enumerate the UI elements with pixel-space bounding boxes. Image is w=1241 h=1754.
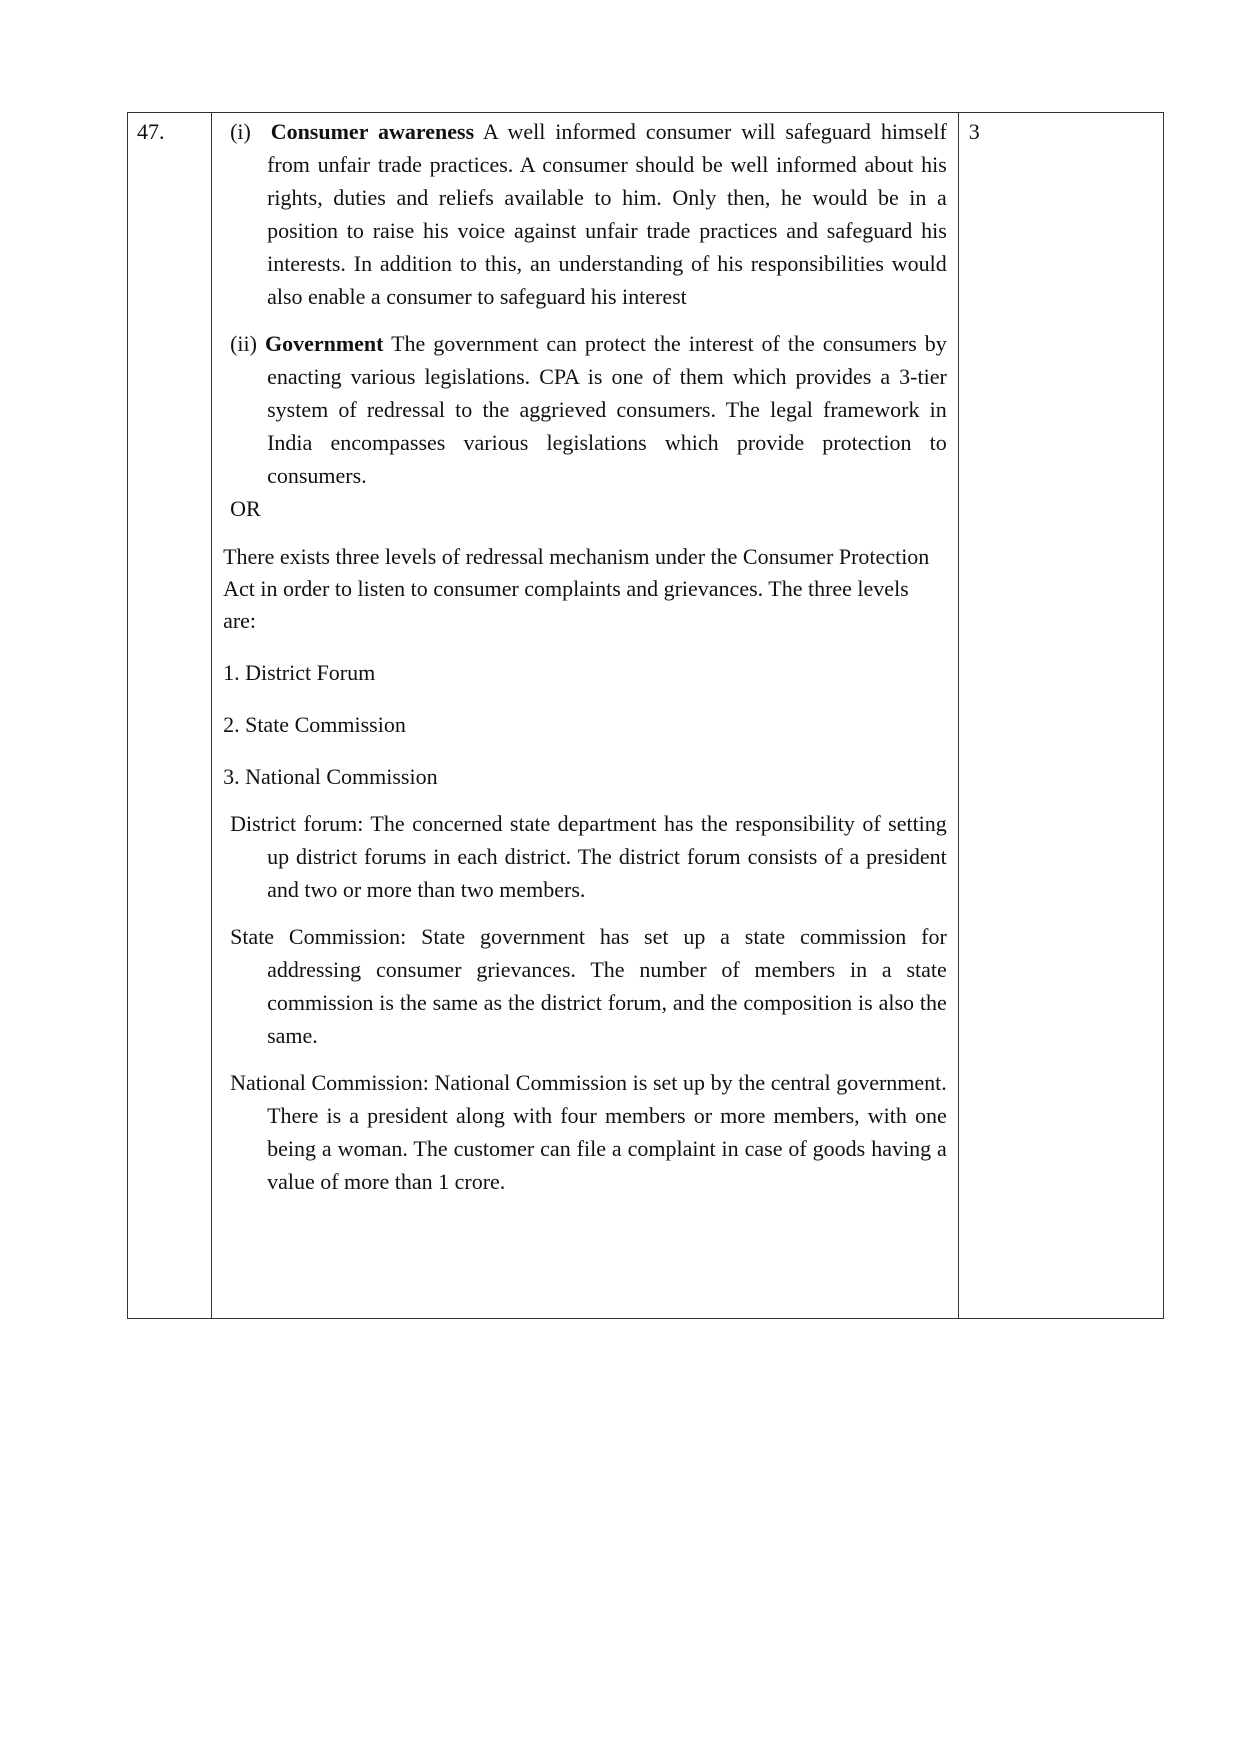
part-ii-paragraph bbox=[223, 327, 947, 492]
question-number: 47. bbox=[137, 119, 165, 144]
description-state: State Commission: State government has set up a state commission for addressing consumer grievances. The number of members in a state commission is the same as the district forum, and the composition is also the same. bbox=[230, 924, 947, 1048]
part-i-heading: Consumer awareness bbox=[270, 119, 475, 144]
marks-cell bbox=[958, 113, 1163, 1319]
marks-value: 3 bbox=[968, 119, 980, 144]
level-item-district: 1. District Forum bbox=[223, 660, 376, 685]
intro-paragraph: There exists three levels of redressal mechanism under the Consumer Protection Act in order to listen to consumer complaints and grievances. The three levels are: bbox=[223, 544, 930, 633]
part-ii-heading: Government bbox=[264, 331, 384, 356]
or-label: OR bbox=[230, 496, 261, 521]
part-i-label: (i) bbox=[230, 119, 251, 144]
table-row bbox=[128, 113, 1164, 1319]
part-i-text: A well informed consumer will safeguard himself from unfair trade practices. A consumer should be well informed about his rights, duties and reliefs available to him. Only then, he would be in a position to raise his voice against unfair trade practices and safeguard his interests. In addition to this, an understanding of his responsibilities would also enable a consumer to safeguard his interest bbox=[267, 119, 947, 309]
part-i-paragraph bbox=[223, 115, 947, 313]
level-item-national: 3. National Commission bbox=[223, 764, 438, 789]
description-district: District forum: The concerned state department has the responsibility of setting up district forums in each district. The district forum consists of a president and two or more than two members. bbox=[230, 811, 947, 902]
answer-body bbox=[212, 113, 958, 1198]
question-number-cell bbox=[128, 113, 212, 1319]
answer-cell bbox=[212, 113, 959, 1319]
part-ii-label: (ii) bbox=[230, 331, 257, 356]
level-item-state: 2. State Commission bbox=[223, 712, 406, 737]
description-national: National Commission: National Commission is set up by the central government. There is a president along with four members or more members, with one being a woman. The customer can file a complaint in case of goods having a value of more than 1 crore. bbox=[230, 1070, 947, 1194]
answer-table bbox=[127, 112, 1164, 1319]
part-ii-text: The government can protect the interest of the consumers by enacting various legislations. CPA is one of them which provides a 3-tier system of redressal to the aggrieved consumers. The legal framework in India encompasses various legislations which provide protection to consumers. bbox=[267, 331, 947, 488]
